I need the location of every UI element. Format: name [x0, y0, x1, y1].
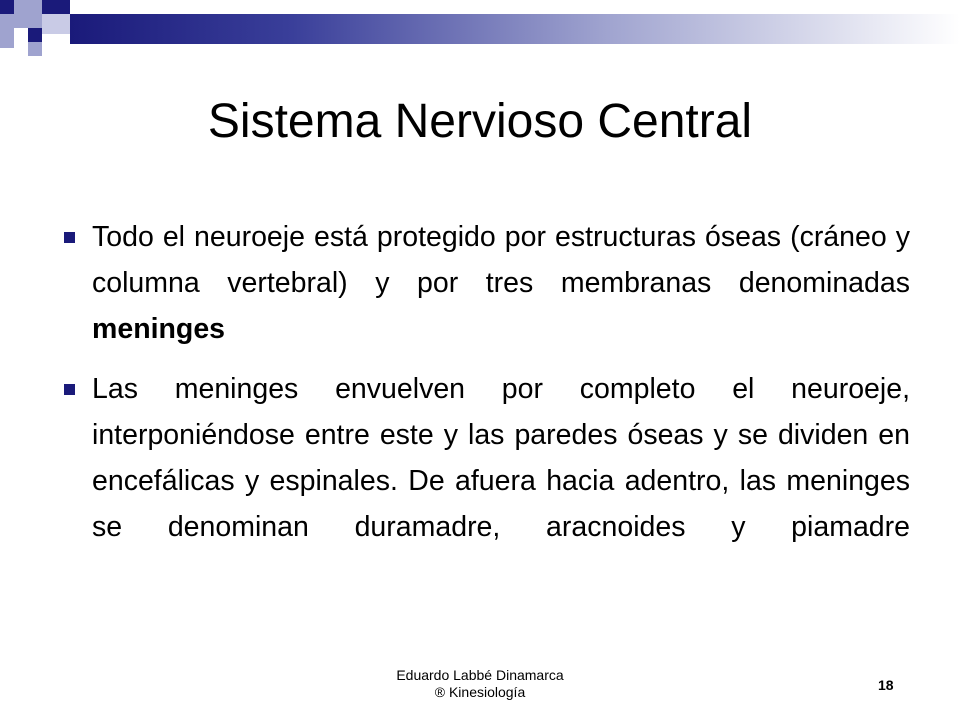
- footer-line: Eduardo Labbé Dinamarca: [396, 667, 564, 683]
- bullet-list: [60, 214, 910, 564]
- bullet-bold-term: meninges: [92, 313, 226, 345]
- decor-square: [42, 14, 70, 34]
- square-bullet-icon: [64, 232, 75, 243]
- footer-line: ® Kinesiología: [434, 684, 526, 700]
- decor-square: [28, 42, 42, 56]
- decor-square: [14, 0, 42, 28]
- decor-square: [0, 14, 14, 48]
- decor-square: [28, 28, 42, 42]
- decor-square: [42, 0, 70, 14]
- decor-square: [0, 0, 14, 14]
- bullet-text: Todo el neuroeje está protegido por estructuras óseas (cráneo y columna vertebral) y por tres membranas denominadas: [92, 221, 910, 299]
- header-gradient-bar: [70, 14, 960, 44]
- page-number: 18: [878, 677, 894, 693]
- footer-author: [380, 667, 580, 701]
- square-bullet-icon: [64, 384, 75, 395]
- slide-title: Sistema Nervioso Central: [207, 95, 753, 148]
- bullet-item: [60, 366, 910, 550]
- bullet-item: [60, 214, 910, 352]
- bullet-text: Las meninges envuelven por completo el neuroeje, interponiéndose entre este y las paredes óseas y se dividen en encefálicas y espinales. De afuera hacia adentro, las meninges se denominan duramadre, aracnoides y piamadre: [92, 373, 910, 543]
